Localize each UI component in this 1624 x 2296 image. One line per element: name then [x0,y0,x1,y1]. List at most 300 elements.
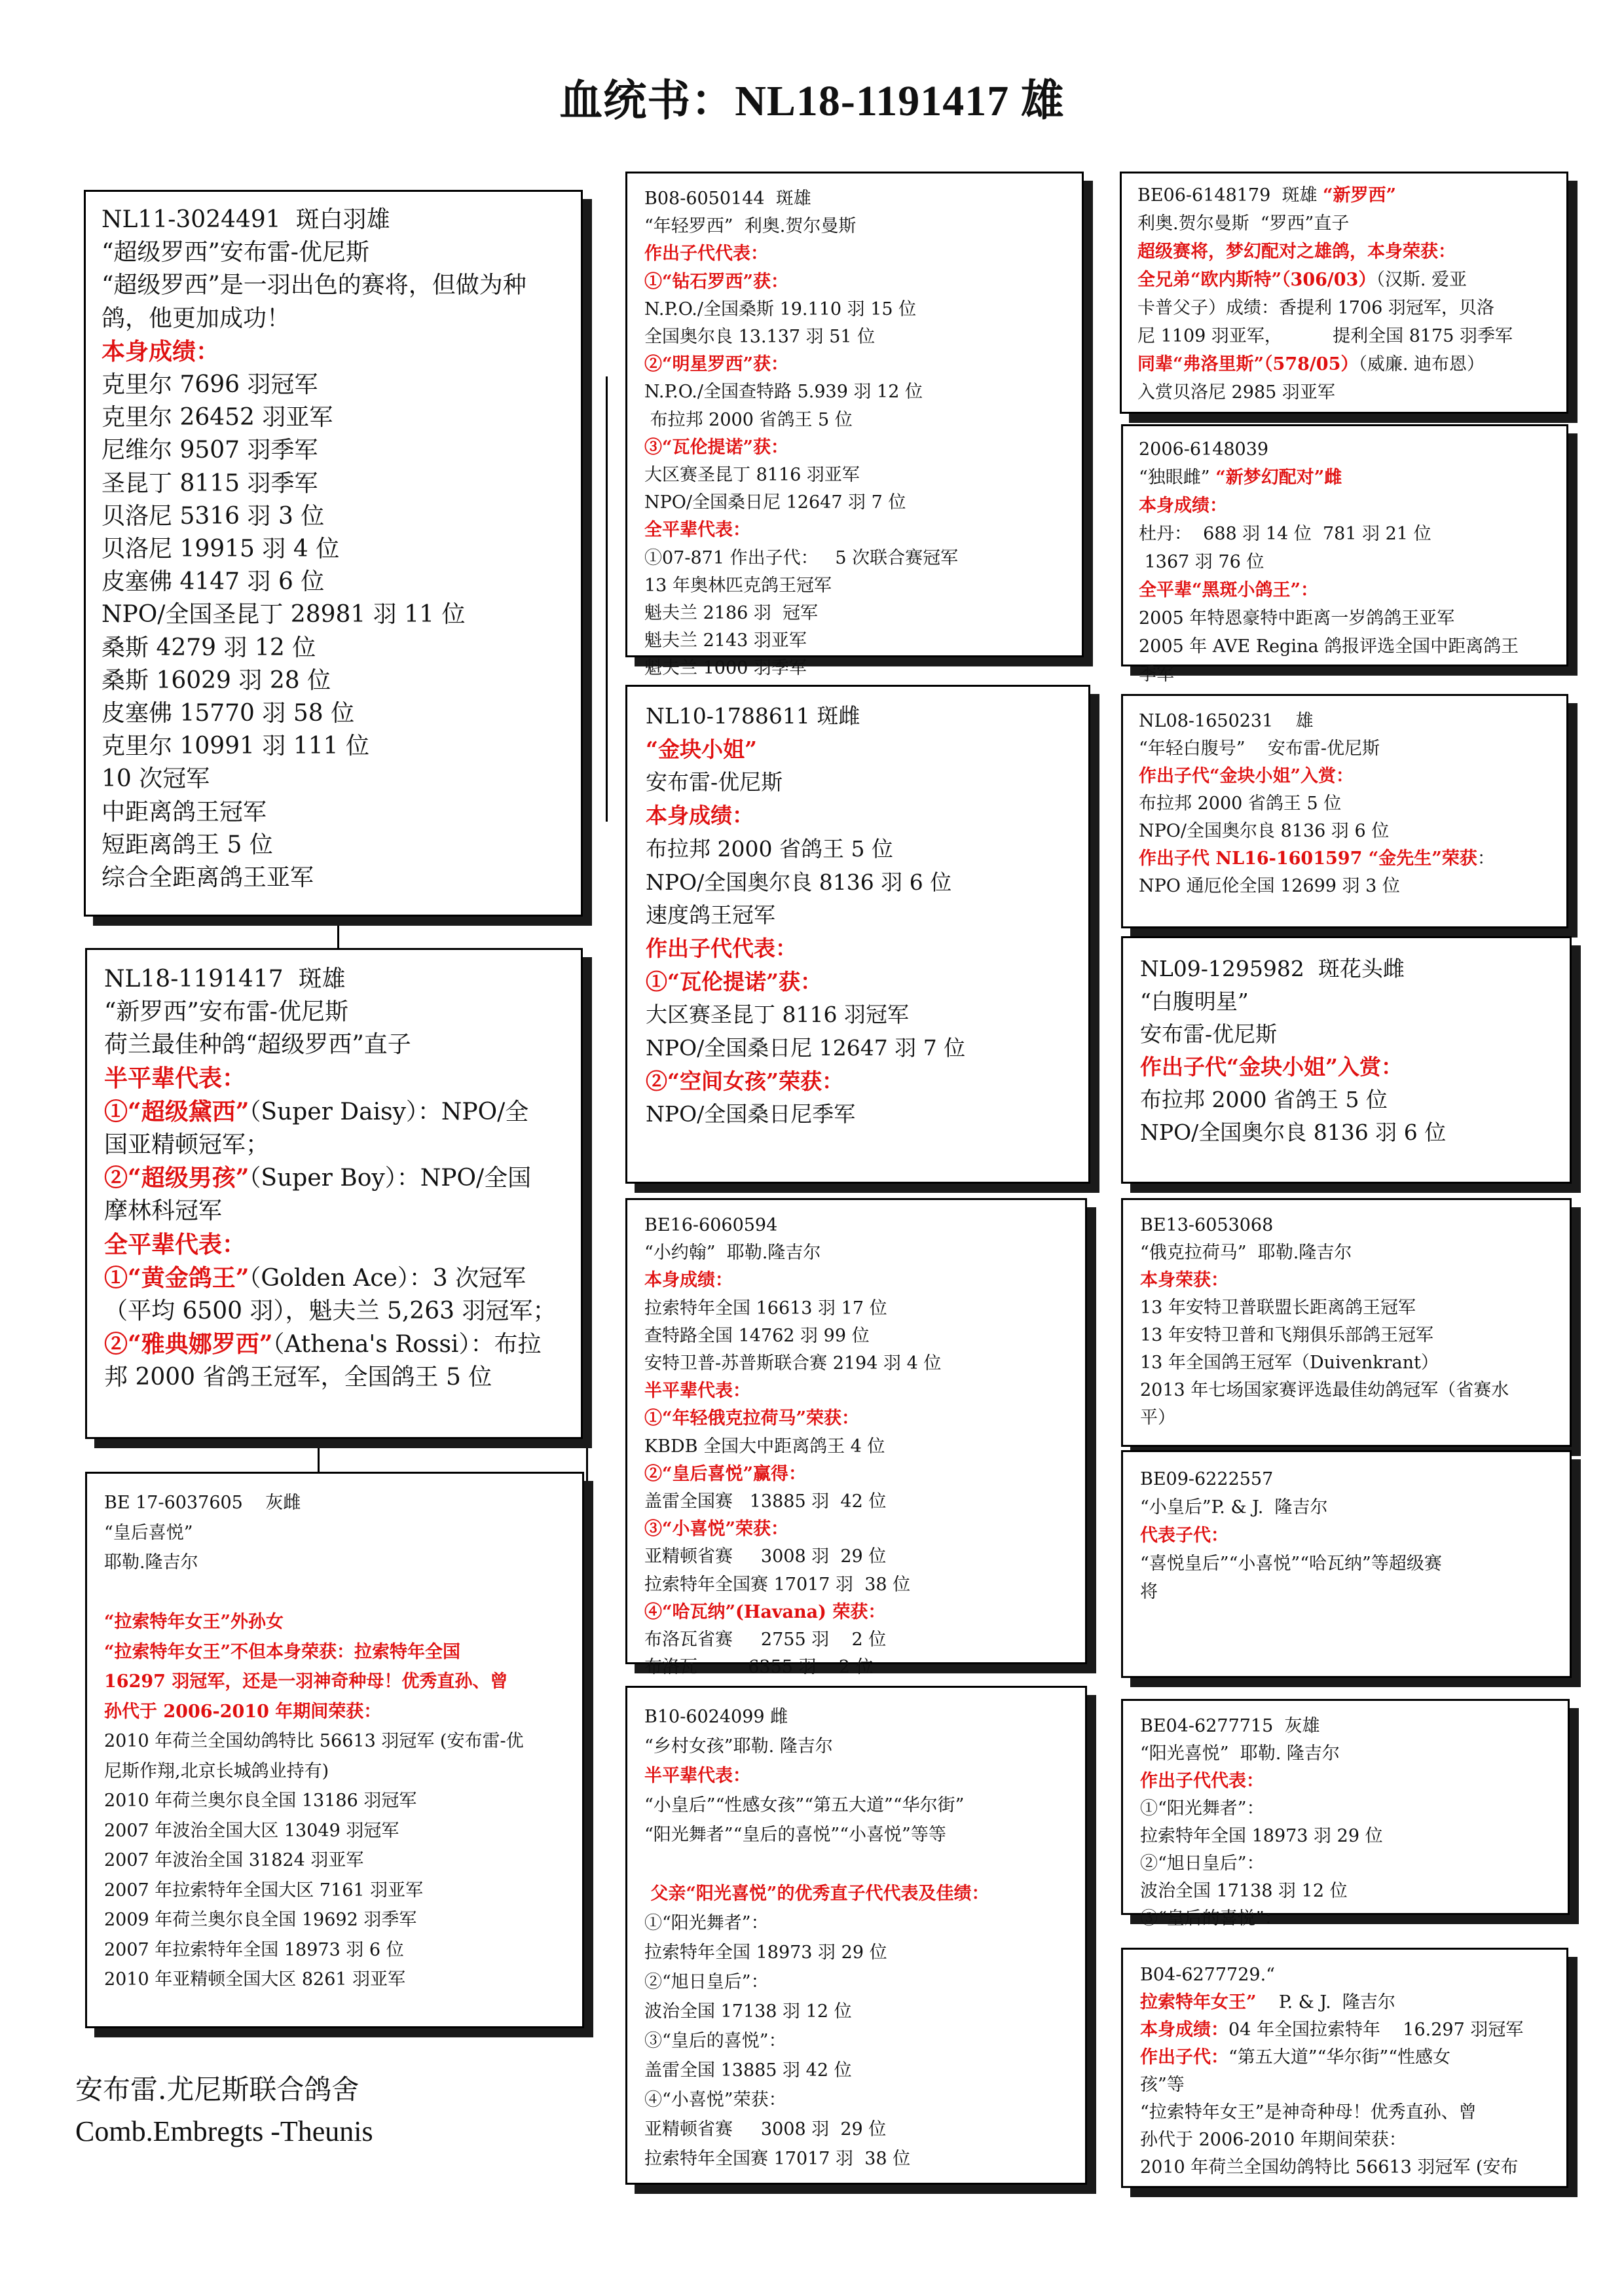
pedigree-line-text: 代表子代： [1140,1525,1228,1546]
pedigree-line [1140,1349,1553,1377]
pedigree-line [646,1065,1070,1099]
pedigree-line-text: NPO/全国桑日尼 12647 羽 7 位 [644,492,906,513]
pedigree-line [1140,1795,1551,1823]
pedigree-line [1140,1051,1553,1084]
pedigree-line-text: NPO/全国奥尔良 8136 羽 6 位 [646,869,952,895]
pedigree-line-text: 超级赛将，梦幻配对之雄鸽，本身荣获： [1137,242,1456,262]
pedigree-line [644,1967,1068,1997]
connector-line [1090,324,1092,409]
pedigree-line-text: ④“哈瓦纳”(Havana) 荣获： [644,1601,886,1622]
pedigree-line-text: 2013 年七场国家赛评选最佳幼鸽冠军（省赛水 [1140,1380,1509,1400]
pedigree-line-text: 桑斯 4279 羽 12 位 [101,634,316,661]
pedigree-line-text: ①“年轻俄克拉荷马”荣获： [644,1408,860,1429]
pedigree-line [644,1791,1068,1820]
pedigree-line-text: NL18-1191417 斑雄 [104,966,346,993]
pedigree-line [104,1228,564,1262]
pedigree-line [104,1361,564,1394]
pedigree-line [104,1195,564,1228]
pedigree-line [1140,1212,1553,1239]
pedigree-line [1137,350,1551,378]
pedigree-line-text: 贝洛尼 5316 羽 3 位 [101,502,325,530]
pedigree-line [101,763,565,795]
pedigree-line-text: “独眼雌” [1139,467,1216,488]
pedigree-line [644,1820,1068,1850]
pedigree-line-text: 波治全国 17138 羽 12 位 [644,2001,852,2022]
pedigree-line-text: 拉索特年全国赛 17017 羽 38 位 [644,2149,911,2169]
pedigree-line [104,1488,565,1518]
pedigree-line-text: “新罗西”安布雷-优尼斯 [104,998,348,1026]
pedigree-line [644,1212,1068,1239]
pedigree-line-text: 荷兰最佳种鸽“超级罗西”直子 [104,1031,411,1059]
pedigree-line-text: “白腹明星” [1140,989,1249,1014]
pedigree-line [104,1161,564,1195]
pedigree-line-text: 本身成绩： [646,803,754,829]
pedigree-line-text: N.P.O./全国查特路 5.939 羽 12 位 [644,382,923,403]
pedigree-line-text: 皮塞佛 4147 羽 6 位 [101,568,325,596]
pedigree-line [104,1876,565,1906]
great-granddam-box [625,685,1090,1184]
pedigree-line-text: NPO/全国桑日尼 12647 羽 7 位 [646,1035,966,1061]
pedigree-line [644,1702,1068,1732]
pedigree-line-text: 作出子代代表： [646,935,797,961]
pedigree-line-text: “年轻罗西” 利奥.贺尔曼斯 [644,216,857,237]
pedigree-line-text: 季军 [1139,665,1174,685]
pedigree-line-text: “俄克拉荷马” 耶勒.隆吉尔 [1140,1243,1352,1263]
pedigree-line-note: ： [1477,848,1495,869]
pedigree-line-text: 耶勒.隆吉尔 [104,1552,198,1573]
pedigree-line-text: “金块小姐” [646,736,757,762]
pedigree-line [1140,1322,1553,1349]
pedigree-line-text: ①“阳光舞者”： [1140,1798,1264,1819]
pedigree-line [1140,1905,1551,1933]
pedigree-line [1139,464,1551,492]
pedigree-line-text: 13 年全国鸽王冠军（Duivenkrant） [1140,1353,1439,1373]
pedigree-line [1140,1267,1553,1294]
pedigree-line-text: 中距离鸽王冠军 [101,798,267,826]
pedigree-line [101,434,565,467]
pedigree-line-text: NL11-3024491 斑白羽雄 [101,206,390,233]
pedigree-line-text: 卡普父子）成绩：香提利 1706 羽冠军，贝洛 [1137,298,1494,318]
pedigree-line-text: 布拉邦 2000 省鸽王 5 位 [1139,793,1342,814]
pedigree-line-text: ③“皇后的喜悦”： [1140,1908,1282,1929]
pedigree-line-text: “阳光喜悦” 耶勒. 隆吉尔 [1140,1743,1340,1764]
pedigree-line-text [104,1582,110,1603]
pedigree-line [1140,1465,1553,1493]
pedigree-line [1140,2044,1549,2071]
pedigree-line-text: ②“皇后喜悦”赢得： [644,1463,807,1484]
pedigree-line-text: ②“旭日皇后”： [644,1972,769,1992]
pedigree-line [644,213,1065,240]
ancestor-box-2 [1121,424,1568,685]
pedigree-line [1140,953,1553,985]
pedigree-line-text: NPO/全国奥尔良 8136 羽 6 位 [1140,1120,1447,1145]
pedigree-line-note: P. & J. 隆吉尔 [1256,1992,1395,2013]
pedigree-line [1137,266,1551,294]
pedigree-line-text: 查特路全国 14762 羽 99 位 [644,1325,870,1346]
pedigree-line-text: 2005 年 AVE Regina 鸽报评选全国中距离鸽王 [1139,636,1519,657]
pedigree-line [644,517,1065,544]
pedigree-line [1140,1961,1549,1989]
pedigree-line-text: 鸽，他更加成功！ [101,304,291,332]
pedigree-line-text: “拉索特年女王”是神奇种母！优秀直孙、曾 [1140,2102,1477,2123]
pedigree-line-text: 半平辈代表： [644,1766,750,1786]
ancestor-box-3 [1121,694,1568,928]
pedigree-line-text: 尼斯作翔,北京长城鸽业持有) [104,1760,329,1781]
pedigree-line-text: NPO 通厄伦全国 12699 羽 3 位 [1139,876,1400,896]
pedigree-line-text: 本身成绩： [1140,2020,1228,2040]
pedigree-line [101,236,565,269]
pedigree-line [1139,790,1551,818]
pedigree-line-text: ③“小喜悦”荣获： [644,1519,789,1540]
pedigree-line [104,1935,565,1965]
pedigree-line-text: 魁夫兰 2143 羽亚军 [644,630,807,651]
pedigree-line-text: （平均 6500 羽），魁夫兰 5,263 羽冠军； [104,1298,557,1325]
pedigree-line [646,998,1070,1032]
pedigree-line [644,462,1065,489]
pedigree-line-text: NPO/全国奥尔良 8136 羽 6 位 [1139,821,1390,841]
pedigree-line [1139,661,1551,689]
pedigree-line-text: ④“小喜悦”荣获： [644,2090,786,2110]
pedigree-line [644,1654,1068,1681]
pedigree-line-text: 同辈“弗洛里斯”（578/05） [1137,354,1359,374]
pedigree-line [646,733,1070,767]
pedigree-line-text: ②“明星罗西”获： [644,354,789,375]
pedigree-line-text: 本身成绩： [1139,496,1227,516]
pedigree-line [101,829,565,862]
pedigree-line-highlight: “新梦幻配对”雌 [1215,467,1342,488]
pedigree-line [646,700,1070,733]
pedigree-line [104,1667,565,1697]
pedigree-line-text: 1367 羽 76 位 [1139,552,1264,572]
pedigree-line [646,966,1070,999]
pedigree-line [1140,1404,1553,1432]
pedigree-line-text: ②“雅典娜罗西” [104,1330,273,1358]
pedigree-line [1139,576,1551,604]
pedigree-line [1137,238,1551,266]
pedigree-line [1140,2126,1549,2154]
pedigree-line-text: 2007 年波治全国 31824 羽亚军 [104,1850,364,1870]
pedigree-line [644,1267,1068,1294]
pedigree-line [1140,2099,1549,2126]
pedigree-line [644,1239,1068,1267]
pedigree-line [644,268,1065,296]
pedigree-line [104,1548,565,1578]
pedigree-line [1139,845,1551,873]
pedigree-line [1140,2071,1549,2099]
pedigree-line-text: “小皇后”P. & J. 隆吉尔 [1140,1497,1328,1518]
connector-line [1087,1332,1089,1512]
pedigree-line-text: 拉索特年全国 16613 羽 17 位 [644,1298,887,1319]
pedigree-line-text: 2010 年荷兰奥尔良全国 13186 羽冠军 [104,1791,417,1811]
pedigree-line-text: 孙代于 2006-2010 年期间荣获： [1140,2130,1407,2150]
pedigree-line-text: “阳光舞者”“皇后的喜悦”“小喜悦”等等 [644,1825,946,1845]
pedigree-line-text: BE13-6053068 [1140,1215,1274,1235]
pedigree-line [644,1879,1068,1908]
pedigree-line [1139,435,1551,464]
pedigree-line-text: 本身成绩： [644,1270,733,1291]
pedigree-line [644,600,1065,627]
pedigree-line [101,533,565,566]
pedigree-line [101,566,565,598]
pedigree-line-text: N.P.O./全国桑斯 19.110 羽 15 位 [644,299,917,319]
pedigree-line-text: 本身荣获： [1140,1270,1228,1290]
pedigree-line-text: 短距离鸽王 5 位 [101,831,273,858]
pedigree-line-text: 2006-6148039 [1139,439,1269,460]
pedigree-line-text: ①“阳光舞者”： [644,1913,769,1933]
pedigree-line-text: 杜丹： 688 羽 14 位 781 羽 21 位 [1139,524,1431,544]
pedigree-line [646,866,1070,900]
pedigree-line-text: 13 年安特卫普和飞翔俱乐部鸽王冠军 [1140,1325,1433,1345]
pedigree-line-text: 拉索特年女王” [1140,1992,1257,2013]
connector-line [318,1439,320,1472]
pedigree-line-text: B10-6024099 雌 [644,1707,788,1727]
pedigree-line [104,1757,565,1787]
pedigree-line-text: 父亲“阳光喜悦”的优秀直子代代表及佳绩： [644,1884,989,1904]
pedigree-line [101,697,565,730]
pedigree-line-text: ②“旭日皇后”： [1140,1853,1264,1874]
pedigree-line [644,434,1065,462]
pedigree-line [104,1965,565,1995]
pedigree-line [1137,378,1551,407]
ancestor-box-7 [1121,1699,1570,1929]
pedigree-line-text: 盖雷全国赛 13885 羽 42 位 [644,1491,887,1512]
pedigree-line-text: BE06-6148179 斑雄 [1137,185,1323,206]
pedigree-line-text: 邦 2000 省鸽王冠军，全国鸽王 5 位 [104,1364,492,1391]
pedigree-line [644,1761,1068,1791]
pedigree-line-text: B08-6050144 斑雄 [644,189,811,209]
pedigree-line-text: ③“皇后的喜悦”： [644,2031,786,2051]
pedigree-line [1139,735,1551,763]
pedigree-line [104,1607,565,1637]
pedigree-line [644,1938,1068,1967]
pedigree-line-text: 作出子代“金块小姐”入赏： [1139,766,1354,786]
pedigree-line-text: 全平辈代表： [644,520,750,541]
pedigree-line [644,185,1065,213]
pedigree-line [644,1626,1068,1654]
connector-line [586,1224,588,1761]
pedigree-line [104,1726,565,1757]
pedigree-line [644,2144,1068,2174]
pedigree-line [644,323,1065,351]
pedigree-line [104,1328,564,1361]
breeder-footer [75,2069,373,2153]
pedigree-line-text: BE09-6222557 [1140,1469,1274,1489]
pedigree-line-text: 本身成绩： [101,337,220,365]
pedigree-line [644,1488,1068,1516]
pedigree-line [644,296,1065,323]
pedigree-line-text: 2007 年拉索特年全国 18973 羽 6 位 [104,1939,404,1960]
pedigree-line-text: ①“超级黛西” [104,1097,249,1125]
pedigree-line-text: 半平辈代表： [104,1064,246,1092]
pedigree-line-text: 全平辈“黑斑小鸽王”： [1139,580,1319,600]
connector-line [337,917,339,948]
pedigree-line [646,932,1070,966]
pedigree-line-note: “第五大道”“华尔街”“性感女 [1228,2047,1451,2068]
pedigree-line-text: 布拉邦 2000 省鸽王 5 位 [646,835,893,862]
pedigree-line [644,627,1065,655]
ancestor-box-4 [1121,936,1572,1184]
pedigree-line-note: （Super Daisy）：NPO/全 [249,1098,529,1125]
pedigree-line-text: 2007 年拉索特年全国大区 7161 羽亚军 [104,1880,424,1901]
connector-line [1094,838,1096,989]
pedigree-line-text: ②“超级男孩” [104,1164,249,1192]
pedigree-line-text: 2010 年荷兰全国幼鸽特比 56613 羽冠军 (安布 [1140,2157,1519,2178]
pedigree-line-text: “皇后喜悦” [104,1522,193,1543]
pedigree-line [1140,1713,1551,1740]
pedigree-line [644,2115,1068,2144]
pedigree-line-text: 2007 年波治全国大区 13049 羽冠军 [104,1820,399,1841]
pedigree-line [1140,1989,1549,2016]
pedigree-line-text: 克里尔 7696 羽冠军 [101,371,318,399]
pedigree-line-text: 2010 年荷兰全国幼鸽特比 56613 羽冠军 (安布雷-优 [104,1731,524,1751]
pedigree-line [646,833,1070,866]
pedigree-line [644,1433,1068,1461]
pedigree-line-text: NPO/全国圣昆丁 28981 羽 11 位 [101,601,466,629]
pedigree-line [101,500,565,533]
breeder-name-cn: 安布雷.尤尼斯联合鸽舍 [75,2073,360,2105]
pedigree-line [104,1295,564,1328]
great-grandsire-2-box [625,1198,1087,1678]
connector-line [606,376,608,822]
pedigree-line [1137,210,1551,238]
pedigree-line-text: 大区赛圣昆丁 8116 羽亚军 [644,465,860,486]
granddam-box [85,1472,584,2028]
pedigree-line-text: ③“瓦伦提诺”获： [644,437,789,458]
pedigree-line [1140,985,1553,1018]
pedigree-line [104,996,564,1029]
pedigree-line-text: 全平辈代表： [104,1230,246,1258]
pedigree-line-highlight: “新罗西” [1323,185,1397,206]
pedigree-line [644,1377,1068,1405]
pedigree-line-text: 将 [1140,1582,1158,1602]
pedigree-line [104,1262,564,1295]
pedigree-line-note: （Golden Ace）：3 次冠军 [249,1264,526,1292]
pedigree-line [1140,2016,1549,2044]
pedigree-line-text: NL09-1295982 斑花头雌 [1140,956,1405,981]
pedigree-line-text: 2009 年荷兰奥尔良全国 19692 羽季军 [104,1910,417,1930]
pedigree-line [1137,294,1551,322]
pedigree-line-text: 盖雷全国 13885 羽 42 位 [644,2060,852,2081]
pedigree-line [104,1062,564,1095]
pedigree-line-text: “喜悦皇后”“小喜悦”“哈瓦纳”等超级赛 [1140,1554,1442,1574]
pedigree-line-text: 16297 羽冠军，还是一羽神奇种母！优秀直孙、曾 [104,1671,508,1692]
pedigree-line-text: 孙代于 2006-2010 年期间荣获： [104,1701,382,1722]
pedigree-line-text: 作出子代代表： [1140,1771,1264,1791]
pedigree-line [644,655,1065,682]
pedigree-line [1140,1084,1553,1116]
pedigree-line [646,899,1070,932]
pedigree-line [1140,1850,1551,1878]
pedigree-line [104,1578,565,1608]
pedigree-line [644,407,1065,434]
ancestor-box-1 [1120,172,1568,414]
pedigree-line-note: （Athena's Rossi）：布拉 [272,1331,542,1358]
pedigree-line [101,302,565,335]
pedigree-line-text: 皮塞佛 15770 羽 58 位 [101,700,355,727]
pedigree-line [644,1295,1068,1322]
pedigree-line [1140,1522,1553,1550]
pedigree-line-text: ②“空间女孩”荣获： [646,1068,843,1094]
pedigree-line [101,730,565,763]
pedigree-line-text: B04-6277729.“ [1140,1965,1275,1985]
pedigree-line [644,1571,1068,1599]
pedigree-line [1140,1294,1553,1322]
pedigree-line-text: “乡村女孩”耶勒. 隆吉尔 [644,1736,833,1757]
pedigree-line-text: “拉索特年女王”不但本身荣获：拉索特年全国 [104,1641,461,1662]
pedigree-line-text: BE04-6277715 灰雄 [1140,1716,1320,1736]
pedigree-line [104,1846,565,1876]
pedigree-line-text: 半平辈代表： [644,1381,750,1402]
pedigree-line [644,1350,1068,1377]
pedigree-line-text: 平） [1140,1408,1175,1428]
pedigree-line-text: 作出子代： [1140,2047,1228,2068]
great-granddam-2-box [625,1686,1087,2185]
pedigree-line-text: 2005 年特恩豪特中距离一岁鸽鸽王亚军 [1139,608,1455,629]
pedigree-line-text: 13 年安特卫普联盟长距离鸽王冠军 [1140,1298,1416,1318]
pedigree-line-text: 克里尔 26452 羽亚军 [101,404,333,431]
pedigree-line [1140,1740,1551,1768]
pedigree-line [1140,1768,1551,1795]
pedigree-line [1140,1578,1553,1606]
pedigree-line-note: （Super Boy）：NPO/全国 [249,1165,532,1192]
pedigree-line [104,1816,565,1846]
pedigree-line [1140,1239,1553,1267]
pedigree-line [644,1405,1068,1432]
page-title: 血统书：NL18-1191417 雄 [559,77,1065,125]
great-grandsire-box [625,172,1084,679]
pedigree-line [104,1518,565,1548]
pedigree-line-text: 桑斯 16029 羽 28 位 [101,666,331,694]
pedigree-line-text: 全兄弟“欧内斯特”（306/03） [1137,270,1376,290]
pedigree-line [646,799,1070,833]
pedigree-line-text: 拉索特年全国 18973 羽 29 位 [644,1942,887,1963]
pedigree-line-text: 波治全国 17138 羽 12 位 [1140,1881,1348,1901]
pedigree-line-text: 拉索特年全国赛 17017 羽 38 位 [644,1574,911,1595]
pedigree-line [104,1905,565,1935]
pedigree-line [644,2056,1068,2085]
pedigree-line-text: 入赏贝洛尼 2985 羽亚军 [1137,382,1335,403]
connector-line [1090,1840,1092,2023]
pedigree-line-text: “年轻白腹号” 安布雷-优尼斯 [1139,738,1380,759]
pedigree-line [1139,818,1551,845]
pedigree-line [1140,1550,1553,1578]
pedigree-line-text: “超级罗西”是一羽出色的赛将，但做为种 [101,272,526,299]
pedigree-line-text: 全国奥尔良 13.137 羽 51 位 [644,327,876,348]
pedigree-line-text: 13 年奥林匹克鸽王冠军 [644,575,832,596]
pedigree-line-text: 孩”等 [1140,2075,1185,2095]
pedigree-line [101,665,565,697]
pedigree-line-text: 布洛瓦省赛 2755 羽 2 位 [644,1630,887,1650]
pedigree-line [101,204,565,236]
pedigree-line [104,1637,565,1667]
pedigree-line-text: 亚精顿省赛 3008 羽 29 位 [644,2119,887,2140]
pedigree-line-text: ①“瓦伦提诺”获： [646,968,822,994]
pedigree-line-text: ①“钻石罗西”获： [644,271,789,292]
pedigree-line [1140,2154,1549,2181]
pedigree-line-text: “拉索特年女王”外孙女 [104,1612,284,1632]
pedigree-line [644,1599,1068,1626]
pedigree-line-text: 安特卫普-苏普斯联合赛 2194 羽 4 位 [644,1353,942,1374]
pedigree-line [644,1850,1068,1879]
pedigree-line [644,1997,1068,2026]
pedigree-line [644,1732,1068,1761]
pedigree-line [1140,1377,1553,1404]
ancestor-box-8 [1121,1948,1568,2188]
pedigree-line-text: 亚精顿省赛 3008 羽 29 位 [644,1546,887,1567]
pedigree-line [644,351,1065,378]
pedigree-line [644,572,1065,600]
pedigree-line [644,1543,1068,1571]
